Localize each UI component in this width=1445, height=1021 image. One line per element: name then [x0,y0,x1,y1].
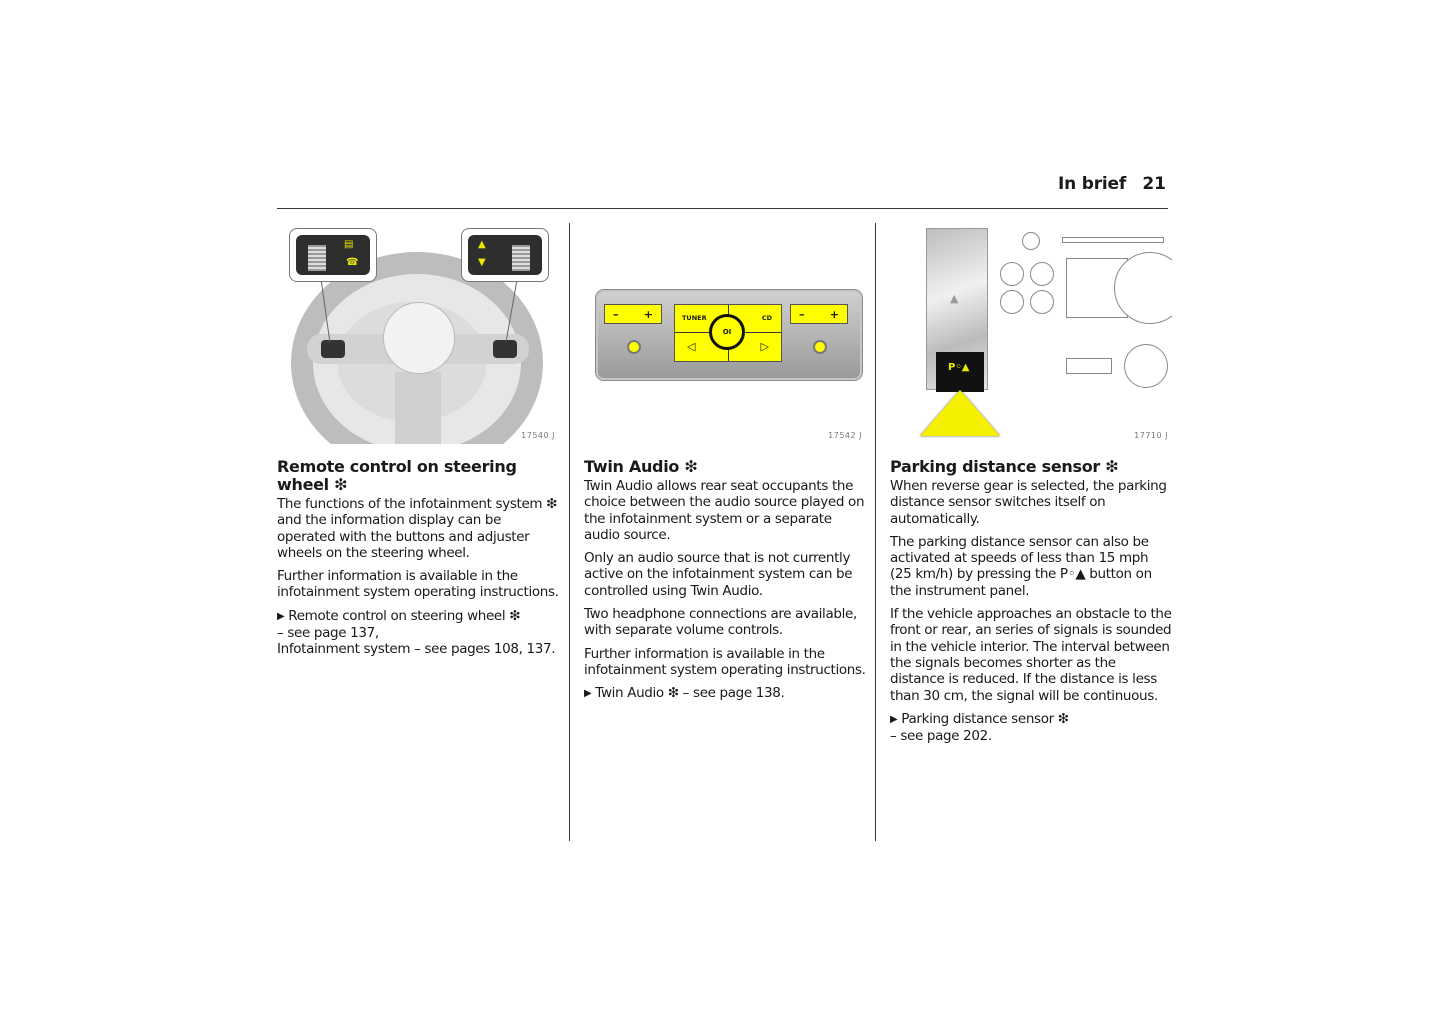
button-icon [1030,290,1054,314]
column-twin-audio [584,222,866,710]
wheel-lower-spoke [395,372,441,444]
figure-code: 17542 J [828,431,862,440]
prev-icon: ◁ [687,340,696,353]
column-divider [875,223,876,841]
tuner-label: TUNER [682,314,707,322]
seek-up-icon: ▲ [478,239,486,250]
figure-code: 17540 J [521,431,555,440]
reference-link[interactable]: Remote control on steering wheel ❇ [288,607,521,624]
source-control-pad [674,304,782,362]
info-button-icon: ▤ [344,239,354,250]
seek-down-icon: ▼ [478,257,486,268]
paragraph: Two headphone connections are available, with separate volume controls. [584,606,857,639]
section-heading: Remote control on steering wheel ❇ [277,457,517,494]
section-heading: Twin Audio ❇ [584,457,698,476]
adjuster-wheel-icon [308,245,326,271]
paragraph: Twin Audio allows rear seat occupants the choice between the audio source played on the infotainment system or a separate audio source. [584,478,865,543]
paragraph: Further information is available in the infotainment system operating instructions. [277,568,559,601]
wheel-hub [383,302,455,374]
parking-sensor-button: P◦▲ [936,352,984,392]
arrow-marker-icon: ▶ [584,688,592,700]
volume-wheel-icon [512,245,530,271]
power-button: OI [709,314,745,350]
reference-link[interactable]: Twin Audio ❇ – see page 138. [595,685,785,702]
button-icon [1000,262,1024,286]
button-icon [1030,262,1054,286]
column-remote-control [277,222,559,665]
page-number: 21 [1142,174,1166,194]
next-icon: ▷ [760,340,769,353]
right-headphone-jack [813,340,827,354]
reference-link[interactable]: Parking distance sensor ❇ [901,710,1069,727]
right-controls-callout [461,228,549,282]
left-switch [321,340,345,358]
header-rule [277,208,1168,209]
right-switch [493,340,517,358]
reference-link[interactable]: Infotainment system – see pages 108, 137. [277,641,556,658]
phone-button-icon: ☎ [346,257,359,268]
twin-audio-panel [596,290,862,380]
paragraph: Further information is available in the infotainment system operating instructions. [584,645,866,678]
left-controls-callout [289,228,377,282]
steering-wheel-illustration [277,222,559,444]
button-icon [1000,290,1024,314]
twin-audio-illustration [584,222,866,444]
pointer-arrow-icon [920,390,1000,436]
cd-slot [1062,237,1164,243]
paragraph: The functions of the infotainment system ❇ and the information display can be operated with the buttons and adjuster wheels on the steering wheel. [277,496,558,561]
left-headphone-jack [627,340,641,354]
slot-icon [1066,358,1112,374]
arrow-marker-icon: ▶ [277,610,285,622]
cross-reference [277,608,559,658]
page-header [1040,174,1168,198]
parking-sensor-illustration [890,222,1172,444]
cross-reference [584,685,866,702]
right-volume-control: – + [790,304,848,324]
section-heading: Parking distance sensor ❇ [890,457,1119,476]
figure-code: 17710 J [1134,431,1168,440]
knob-icon [1022,232,1040,250]
arrow-marker-icon: ▶ [890,713,898,725]
paragraph: When reverse gear is selected, the parking distance sensor switches itself on automatically. [890,478,1167,527]
dial-icon [1124,344,1168,388]
reference-link[interactable]: – see page 137, [277,625,379,642]
cd-label: CD [761,314,772,322]
paragraph: Only an audio source that is not currently active on the infotainment system can be controlled using Twin Audio. [584,550,853,599]
reference-link[interactable]: – see page 202. [890,728,992,745]
paragraph: If the vehicle approaches an obstacle to the front or rear, an series of signals is sounded in the vehicle interior. The interval between the signals becomes shorter as the distance is reduced. If the distance is less than 30 cm, the signal will be continuous. [890,606,1172,704]
hazard-icon: ▲ [950,292,959,305]
column-divider [569,223,570,841]
column-parking-sensor [890,222,1172,751]
section-title: In brief [1058,174,1127,194]
paragraph: The parking distance sensor can also be activated at speeds of less than 15 mph (25 km/h) by pressing the P◦▲ button on the instrument panel. [890,533,1152,599]
left-volume-control: – + [604,304,662,324]
cross-reference [890,711,1172,745]
